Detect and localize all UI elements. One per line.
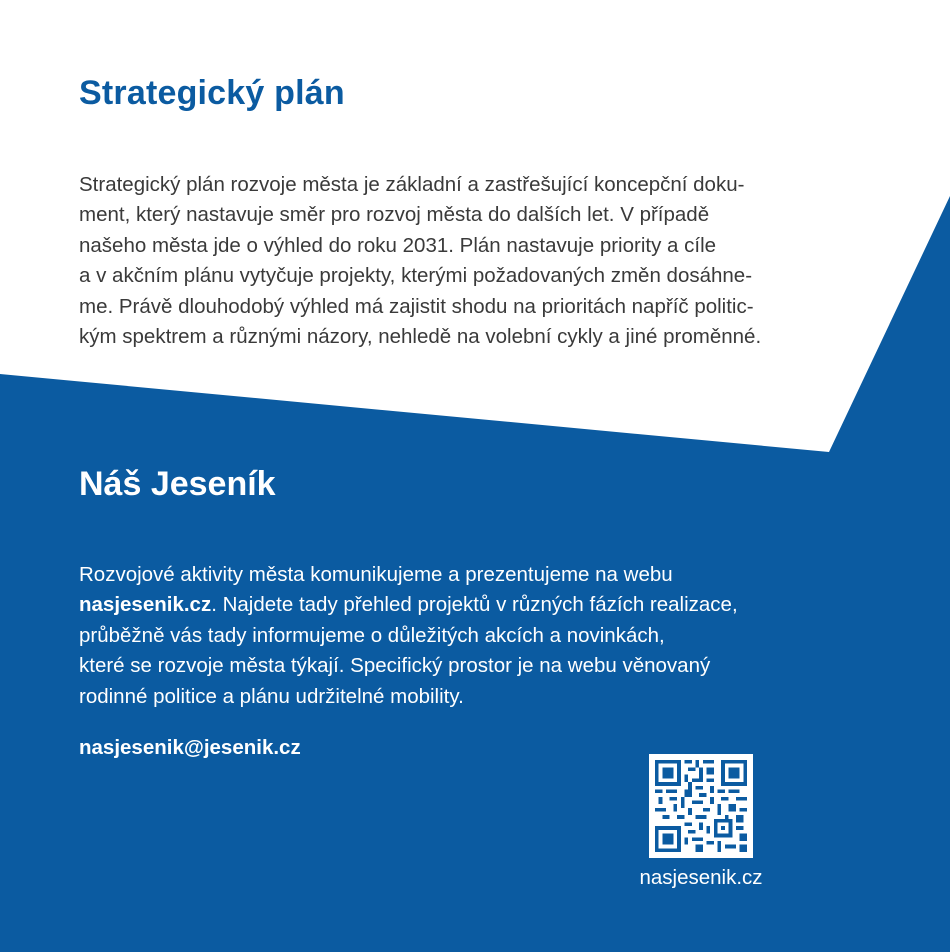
- qr-caption: nasjesenik.cz: [639, 866, 763, 889]
- text-line: našeho města jde o výhled do roku 2031. Plán nastavuje priority a cíle: [79, 233, 717, 257]
- text-line: kým spektrem a různými názory, nehledě na volební cykly a jiné proměnné.: [79, 325, 762, 349]
- text-line: ment, který nastavuje směr pro rozvoj města do dalších let. V případě: [79, 203, 710, 227]
- text-line: Strategický plán rozvoje města je základní a zastřešující koncepční doku-: [79, 173, 745, 196]
- text-line: a v akčním plánu vytyčuje projekty, kterými požadovaných změn dosáhne-: [79, 264, 753, 288]
- strategic-plan-title: Strategický plán: [79, 74, 345, 112]
- qr-code[interactable]: [649, 754, 753, 858]
- text-line: Rozvojové aktivity města komunikujeme a prezentujeme na webu: [79, 563, 673, 586]
- website-link[interactable]: nasjesenik.cz: [79, 593, 212, 617]
- text-line: které se rozvoje města týkají. Specifický prostor je na webu věnovaný: [79, 654, 711, 678]
- nas-jesenik-title: Náš Jeseník: [79, 465, 276, 503]
- qr-code-icon: [655, 760, 747, 852]
- nas-jesenik-text: [79, 560, 839, 712]
- text-line: rodinné politice a plánu udržitelné mobility.: [79, 684, 464, 708]
- text-line: . Najdete tady přehled projektů v různých fázích realizace,: [211, 593, 738, 617]
- text-line: průběžně vás tady informujeme o důležitých akcích a novinkách,: [79, 623, 665, 647]
- text-line: me. Právě dlouhodobý výhled má zajistit shodu na prioritách napříč politic-: [79, 294, 754, 318]
- strategic-plan-text: [79, 170, 839, 352]
- email-link[interactable]: nasjesenik@jesenik.cz: [79, 736, 301, 759]
